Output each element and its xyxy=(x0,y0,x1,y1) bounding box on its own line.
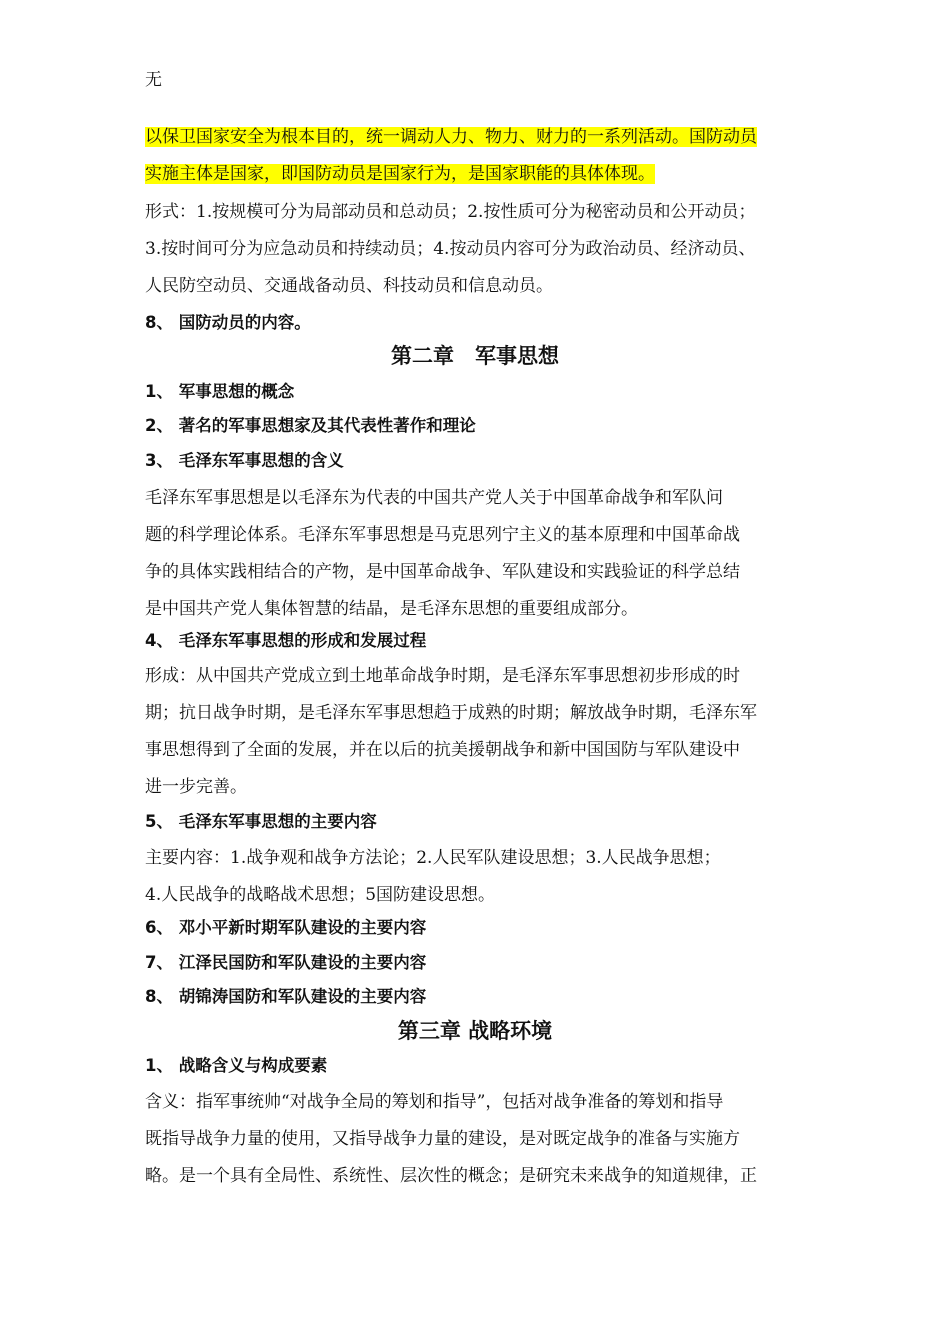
item-8-mobilization-heading: 8、 国防动员的内容。 xyxy=(145,313,311,332)
ch2-p4-line-3: 事思想得到了全面的发展，并在以后的抗美援朝战争和新中国国防与军队建设中 xyxy=(145,740,740,760)
ch2-heading-1: 1、 军事思想的概念 xyxy=(145,382,295,401)
ch2-heading-7: 7、 江泽民国防和军队建设的主要内容 xyxy=(145,953,427,972)
highlight-span-1: 以保卫国家安全为根本目的，统一调动人力、物力、财力的一系列活动。国防动员 xyxy=(145,127,757,147)
ch2-p5-line-2: 4.人民战争的战略战术思想；5国防建设思想。 xyxy=(145,885,496,905)
ch3-p1-line-2: 既指导战争力量的使用，又指导战争力量的建设，是对既定战争的准备与实施方 xyxy=(145,1129,740,1149)
ch2-p4-line-4: 进一步完善。 xyxy=(145,777,247,797)
ch2-p4-line-1: 形成：从中国共产党成立到土地革命战争时期，是毛泽东军事思想初步形成的时 xyxy=(145,666,740,686)
forms-line-1: 形式：1.按规模可分为局部动员和总动员；2.按性质可分为秘密动员和公开动员； xyxy=(145,202,756,222)
ch2-heading-5: 5、 毛泽东军事思想的主要内容 xyxy=(145,812,377,831)
ch2-p3-line-4: 是中国共产党人集体智慧的结晶，是毛泽东思想的重要组成部分。 xyxy=(145,599,638,619)
ch2-p4-line-2: 期；抗日战争时期，是毛泽东军事思想趋于成熟的时期；解放战争时期，毛泽东军 xyxy=(145,703,757,723)
chapter-2-title: 第二章 军事思想 xyxy=(391,344,559,368)
ch2-heading-4: 4、 毛泽东军事思想的形成和发展过程 xyxy=(145,631,427,650)
ch2-p3-line-1: 毛泽东军事思想是以毛泽东为代表的中国共产党人关于中国革命战争和军队问 xyxy=(145,488,723,508)
ch2-heading-2: 2、 著名的军事思想家及其代表性著作和理论 xyxy=(145,416,476,435)
ch3-p1-line-3: 略。是一个具有全局性、系统性、层次性的概念；是研究未来战争的知道规律，正 xyxy=(145,1166,757,1186)
ch2-p3-line-3: 争的具体实践相结合的产物，是中国革命战争、军队建设和实践验证的科学总结 xyxy=(145,562,740,582)
forms-line-2: 3.按时间可分为应急动员和持续动员；4.按动员内容可分为政治动员、经济动员、 xyxy=(145,239,756,259)
ch2-p5-line-1: 主要内容：1.战争观和战争方法论；2.人民军队建设思想；3.人民战争思想； xyxy=(145,848,721,868)
highlighted-line-2 xyxy=(145,162,655,186)
chapter-3-title: 第三章 战略环境 xyxy=(397,1019,553,1043)
highlight-span-2: 实施主体是国家，即国防动员是国家行为，是国家职能的具体体现。 xyxy=(145,164,655,184)
ch2-heading-3: 3、 毛泽东军事思想的含义 xyxy=(145,451,344,470)
highlighted-line-1 xyxy=(145,125,757,149)
ch2-heading-8: 8、 胡锦涛国防和军队建设的主要内容 xyxy=(145,987,427,1006)
ch3-p1-line-1: 含义：指军事统帅“对战争全局的筹划和指导”，包括对战争准备的筹划和指导 xyxy=(145,1092,724,1112)
top-text: 无 xyxy=(145,70,162,90)
ch2-p3-line-2: 题的科学理论体系。毛泽东军事思想是马克思列宁主义的基本原理和中国革命战 xyxy=(145,525,740,545)
ch3-heading-1: 1、 战略含义与构成要素 xyxy=(145,1056,328,1075)
forms-line-3: 人民防空动员、交通战备动员、科技动员和信息动员。 xyxy=(145,276,553,296)
ch2-heading-6: 6、 邓小平新时期军队建设的主要内容 xyxy=(145,918,427,937)
